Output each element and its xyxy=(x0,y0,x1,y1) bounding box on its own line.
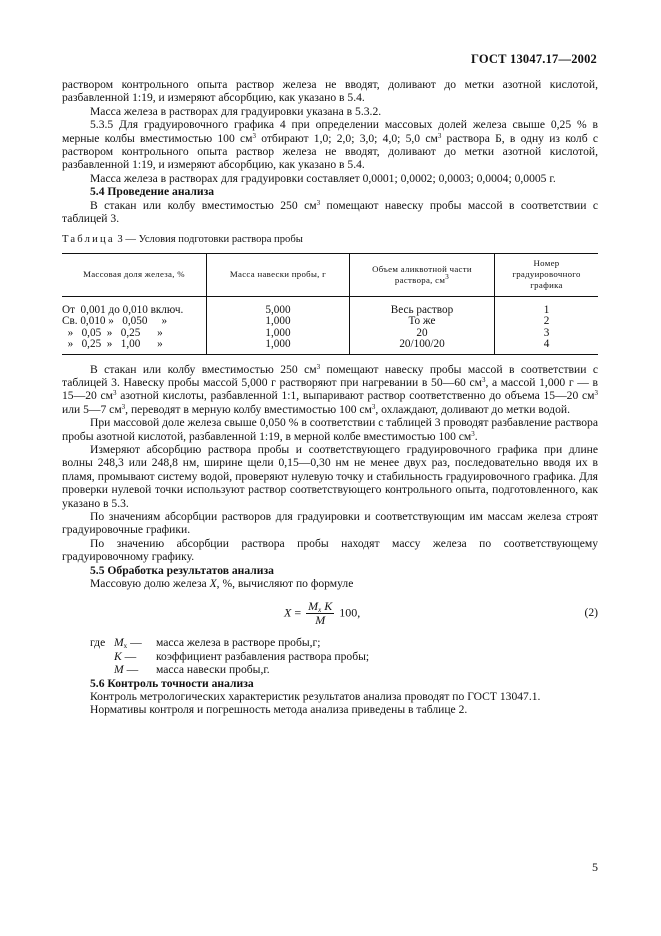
paragraph: Массовую долю железа X, %, вычисляют по формуле xyxy=(90,577,354,590)
paragraph: В стакан или колбу вместимостью 250 $см^3$ помещают навеску пробы массой в соответствии с таблицей 3. xyxy=(62,198,598,226)
table-cell: 1,000 xyxy=(207,339,350,353)
section-heading-5-5: 5.5 Обработка результатов анализа xyxy=(90,563,274,577)
paragraph: Масса железа в растворах для градуировки составляет 0,0001; 0,0002; 0,0003; 0,0004; 0,0005 г. xyxy=(90,171,556,185)
formula-legend xyxy=(90,636,598,676)
legend-row: где $M_x$ — масса железа в растворе пробы,г; xyxy=(90,636,321,651)
table-cell: 5,000 xyxy=(207,296,350,316)
table-cell: 1,000 xyxy=(207,328,350,339)
table-cell: » 0,05 » 0,25 » xyxy=(62,328,207,339)
table-cell: То же xyxy=(350,316,495,327)
table-cell: Весь раствор xyxy=(350,296,495,316)
paragraph: Нормативы контроля и погрешность метода анализа приведены в таблице 2. xyxy=(90,703,468,717)
paragraph: По значению абсорбции раствора пробы находят массу железа по соответствующему градуировочному графику. xyxy=(62,536,598,564)
table-cell: 2 xyxy=(495,316,599,327)
page-number: 5 xyxy=(592,860,598,874)
paragraph: Контроль метрологических характеристик результатов анализа проводят по ГОСТ 13047.1. xyxy=(90,690,541,704)
document-header: ГОСТ 13047.17—2002 xyxy=(471,52,597,66)
page-body xyxy=(62,78,598,717)
formula-2 xyxy=(62,594,598,634)
paragraph: При массовой доле железа свыше 0,050 % в соответствии с таблицей 3 проводят разбавление раствора пробы азотной кислотой, разбавленной 1:19, в мерной колбе вместимостью 100 $см^3$. xyxy=(62,416,598,443)
table-cell: 20 xyxy=(350,328,495,339)
paragraph: В стакан или колбу вместимостью 250 $см^3$ помещают навеску пробы массой в соответствии с таблицей 3. Навеску пробы массой 5,000 г растворяют при нагревании в 50—60 $см^3$, а массой 1,000 г — в 15—20 $см^3$ азотной кислоты, разбавленной 1:1, выпаривают раствор соответственно до объема 15—20 $см^3$ или 5—7 $см^3$, переводят в мерную колбу вместимостью 100 $см^3$, охлаждают, доливают до метки водой. xyxy=(62,362,598,416)
table-cell: 1 xyxy=(495,296,599,316)
paragraph-5-3-5: 5.3.5 Для градуировочного графика 4 при определении массовых долей железа свыше 0,25 % в мерные колбы вместимостью 100 $см^3$ отбирают 1,0; 2,0; 3,0; 4,0; 5,0 $см^3$ раствора Б, в одну из колб с раствором контрольного опыта раствор железа не вводят, доливают до метки азотной кислотой, разбавленной 1:19, и измеряют абсорбцию, как указано в 5.4. xyxy=(62,118,598,172)
table-cell: 3 xyxy=(495,328,599,339)
paragraph: Измеряют абсорбцию раствора пробы и соответствующего градуировочного графика при длине волны 248,3 или 248,8 нм, ширине щели 0,15—0,30 нм не менее двух раз, последовательно вводя их в пламя, промывают систему водой, проверяют нулевую точку и стабильность градуировочного графика. Для проверки нулевой точки используют раствор соответствующего контрольного опыта, подготовленного, как указано в 5.3. xyxy=(62,442,598,510)
table-cell: 4 xyxy=(495,339,599,353)
section-heading-5-6: 5.6 Контроль точности анализа xyxy=(90,676,254,690)
table-row xyxy=(62,339,598,353)
table-cell: От 0,001 до 0,010 включ. xyxy=(62,296,207,316)
table-header-cell: Номер градуировочного графика xyxy=(495,253,599,296)
table-caption: Таблица 3 — Условия подготовки раствора пробы xyxy=(62,234,303,246)
table-bottom-rule xyxy=(62,354,598,355)
table-header-cell: Объем аликвотной части раствора, $см^3$ xyxy=(350,253,495,296)
table-row xyxy=(62,296,598,316)
table-cell: 1,000 xyxy=(207,316,350,327)
table-header-cell: Масса навески пробы, г xyxy=(207,253,350,296)
legend-row: M — масса навески пробы,г. xyxy=(114,663,270,677)
paragraph: По значениям абсорбции растворов для градуировки и соответствующим им массам железа строят градуировочные графики. xyxy=(62,509,598,537)
table-cell: Св. 0,010 » 0,050 » xyxy=(62,316,207,327)
formula-number: (2) xyxy=(584,606,598,620)
table-header-cell: Массовая доля железа, % xyxy=(62,253,207,296)
legend-row: K — коэффициент разбавления раствора пробы; xyxy=(114,649,370,663)
paragraph: Масса железа в растворах для градуировки указана в 5.3.2. xyxy=(90,104,382,118)
table-row xyxy=(62,316,598,327)
table-cell: » 0,25 » 1,00 » xyxy=(62,339,207,353)
section-heading-5-4: 5.4 Проведение анализа xyxy=(90,185,215,199)
table-3 xyxy=(62,253,598,354)
table-cell: 20/100/20 xyxy=(350,339,495,353)
paragraph: раствором контрольного опыта раствор железа не вводят, доливают до метки азотной кислотой, разбавленной 1:19, и измеряют абсорбцию, как указано в 5.4. xyxy=(62,78,598,105)
formula-expression: X = $\frac{M_x K}{M}$ 100, xyxy=(284,599,361,628)
